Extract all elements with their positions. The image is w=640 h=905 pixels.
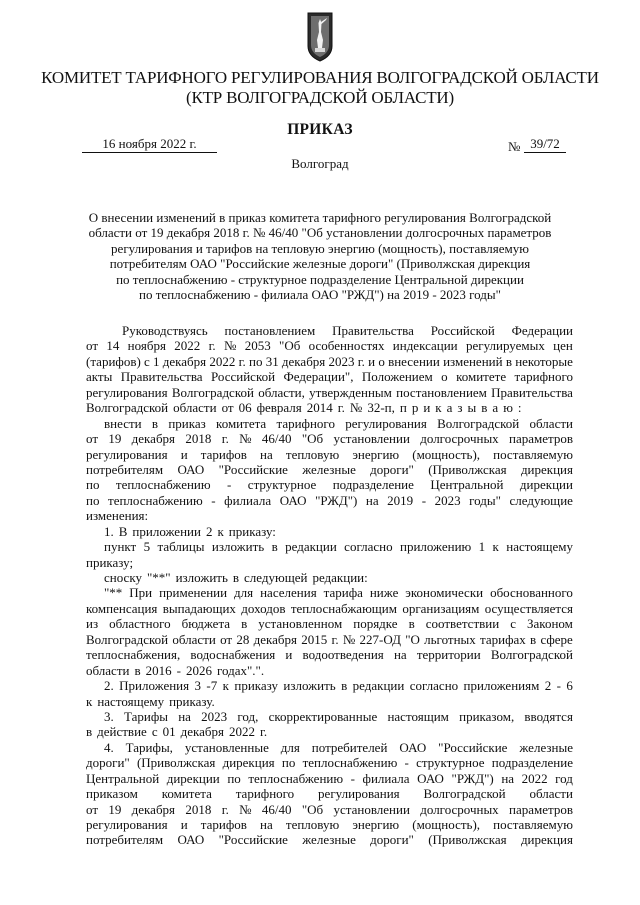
body-line: Волгоградской области от 06 февраля 2014 г. № 32-п, п р и к а з ы в а ю : xyxy=(86,400,522,416)
body-line: 3. Тарифы на 2023 год, скорректированные настоящим приказом, вводятся xyxy=(104,708,573,724)
subject-line: по теплоснабжению - филиала ОАО "РЖД") на 2019 - 2023 годы" xyxy=(139,287,501,303)
body-line: дороги" (Приволжская дирекция по теплоснабжению - структурное подразделение xyxy=(86,755,573,771)
order-body xyxy=(86,323,573,848)
subject-line: области от 19 декабря 2018 г. № 46/40 "Об установлении долгосрочных параметров xyxy=(88,225,552,241)
body-line: к настоящему приказу. xyxy=(86,693,215,709)
body-line: Волгоградской области от 28 декабря 2015 г. № 227-ОД "О льготных тарифах в сфере xyxy=(86,631,573,647)
body-line: приказом комитета тарифного регулирования Волгоградской области xyxy=(86,786,573,802)
body-line: 2. Приложения 3 -7 к приказу изложить в редакции согласно приложениям 2 - 6 xyxy=(104,678,573,694)
order-city: Волгоград xyxy=(291,156,349,171)
body-line: в действие с 01 декабря 2022 г. xyxy=(86,724,268,740)
body-line: по теплоснабжению - структурное подразделение Центральной дирекции xyxy=(86,477,573,493)
body-line: от 14 ноября 2022 г. № 2053 "Об особенностях индексации регулируемых цен xyxy=(86,338,573,354)
document-title: ПРИКАЗ xyxy=(287,121,353,138)
body-line: регулирования и тарифов на тепловую энергию (мощность), поставляемую xyxy=(86,446,573,462)
volgograd-coat-of-arms-icon xyxy=(307,12,333,62)
body-line: потребителям ОАО "Российские железные дороги" (Приволжская дирекция xyxy=(86,832,573,848)
body-line: Центральной дирекции по теплоснабжению - филиала ОАО "РЖД") на 2022 год xyxy=(86,770,573,786)
order-number: 39/72 xyxy=(524,136,566,153)
body-line: (тарифов) с 1 декабря 2022 г. по 31 декабря 2023 г. и о внесении изменений в некоторые xyxy=(86,353,573,369)
body-line: от 19 декабря 2018 г. № 46/40 "Об установлении долгосрочных параметров xyxy=(86,801,573,817)
subject-line: потребителям ОАО "Российские железные дороги" (Приволжская дирекция xyxy=(109,256,531,272)
order-subject xyxy=(80,210,560,302)
body-line: из областного бюджета в установленном порядке в соответствии с Законом xyxy=(86,616,573,632)
order-date: 16 ноября 2022 г. xyxy=(82,136,217,153)
body-line: сноску "**" изложить в следующей редакции: xyxy=(104,570,368,585)
subject-line: по теплоснабжению - структурное подразделение Центральной дирекции xyxy=(116,271,524,287)
body-line: теплоснабжения, водоснабжения и водоотведения на территории Волгоградской xyxy=(86,647,573,663)
body-line: внести в приказ комитета тарифного регулирования Волгоградской области xyxy=(104,415,573,431)
body-line: компенсация выпадающих доходов теплоснабжающим организациям осуществляется xyxy=(86,600,573,616)
subject-line: регулирования и тарифов на тепловую энергию (мощность), поставляемую xyxy=(111,240,529,256)
body-line: регулирования и тарифов на тепловую энергию (мощность), поставляемую xyxy=(86,817,573,832)
subject-line: О внесении изменений в приказ комитета тарифного регулирования Волгоградской xyxy=(88,210,552,225)
body-line: акты Правительства Российской Федерации", Положением о комитете тарифного xyxy=(86,369,573,385)
body-line: изменения: xyxy=(86,508,149,524)
body-line: по теплоснабжению - филиала ОАО "РЖД") на 2019 - 2023 годы" следующие xyxy=(86,492,573,508)
body-line: регулирования Волгоградской области, утвержденным постановлением Правительства xyxy=(86,384,573,400)
order-number-label: № xyxy=(508,139,521,154)
body-line: 1. В приложении 2 к приказу: xyxy=(104,523,276,539)
committee-abbreviation: (КТР ВОЛГОГРАДСКОЙ ОБЛАСТИ) xyxy=(186,88,454,107)
body-line: пункт 5 таблицы изложить в редакции согласно приложению 1 к настоящему xyxy=(104,539,573,555)
body-line: от 19 декабря 2018 г. № 46/40 "Об установлении долгосрочных параметров xyxy=(86,431,573,447)
committee-name: КОМИТЕТ ТАРИФНОГО РЕГУЛИРОВАНИЯ ВОЛГОГРАДСКОЙ ОБЛАСТИ xyxy=(41,68,599,87)
body-line: приказу; xyxy=(86,554,134,570)
body-line: потребителям ОАО "Российские железные дороги" (Приволжская дирекция xyxy=(86,461,573,477)
body-line: Руководствуясь постановлением Правительства Российской Федерации xyxy=(122,323,573,338)
body-line: 4. Тарифы, установленные для потребителей ОАО "Российские железные xyxy=(104,739,573,755)
body-line: области в 2016 - 2026 годах".". xyxy=(86,662,265,678)
body-line: "** При применении для населения тарифа ниже экономически обоснованного xyxy=(104,585,573,601)
